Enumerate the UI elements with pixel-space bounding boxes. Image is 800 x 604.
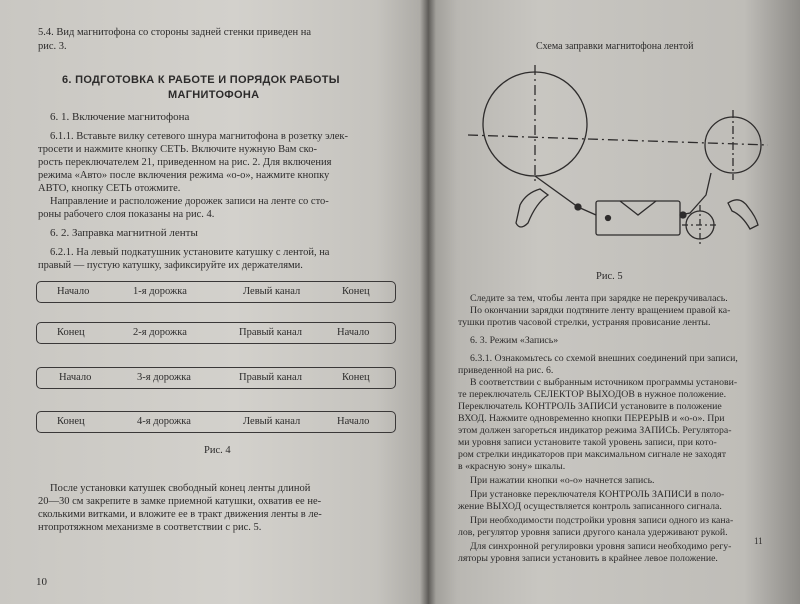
page-number: 11 <box>754 536 763 546</box>
track-channel: Правый канал <box>239 327 302 338</box>
track-label: 2-я дорожка <box>133 327 187 338</box>
book-spine-shadow <box>420 0 436 604</box>
text-line: Направление и расположение дорожек записи на ленте со сто- <box>50 196 329 207</box>
text-line: рость переключателем 21, приведенном на рис. 2. Для включения <box>38 157 332 168</box>
text-line: При нажатии кнопки «о-о» начнется запись. <box>470 475 655 486</box>
figure-caption: Рис. 4 <box>204 445 231 456</box>
subsection-heading: 6. 1. Включение магнитофона <box>50 111 190 123</box>
track-label: 4-я дорожка <box>137 416 191 427</box>
track-row <box>36 367 396 389</box>
track-end: Конец <box>342 286 370 297</box>
text-line: ляторы уровня записи установить в крайнее левое положение. <box>458 553 718 564</box>
track-end: Начало <box>337 327 370 338</box>
tape-path <box>535 173 711 215</box>
text-line: ром стрелки индикаторов при максимальном сигнале не заходят <box>458 449 727 460</box>
track-row <box>36 322 396 344</box>
subsection-heading: 6. 2. Заправка магнитной ленты <box>50 227 198 239</box>
intro-line: 5.4. Вид магнитофона со стороны задней стенки приведен на <box>38 27 312 38</box>
track-start: Начало <box>57 286 90 297</box>
track-channel: Правый канал <box>239 372 302 383</box>
intro-line: рис. 3. <box>38 41 67 52</box>
text-line: в «красную зону» шкалы. <box>458 461 566 472</box>
text-line: Переключатель КОНТРОЛЬ ЗАПИСИ установите в положение <box>458 401 722 412</box>
text-line: сколькими витками, и вложите ее в тракт движения ленты в ле- <box>38 509 322 520</box>
page-number: 10 <box>36 576 47 588</box>
text-line: жение ВЫХОД осуществляется контроль записанного сигнала. <box>458 501 722 512</box>
track-channel: Левый канал <box>243 286 301 297</box>
text-line: ми уровня записи установите такой уровень записи, при кото- <box>458 437 717 448</box>
subsection-heading: 6. 3. Режим «Запись» <box>470 335 559 346</box>
text-line: В соответствии с выбранным источником программы установи- <box>470 377 738 388</box>
text-line: 6.2.1. На левый подкатушник установите катушку с лентой, на <box>50 247 330 258</box>
figure-title: Схема заправки магнитофона лентой <box>536 41 694 52</box>
text-line: ВХОД. Нажмите одновременно кнопки ПЕРЕРЫВ и «о-о». При <box>458 413 725 424</box>
text-line: лов, регулятор уровня записи другого канала удерживают рукой. <box>458 527 728 538</box>
track-row <box>36 281 396 303</box>
text-line: После установки катушек свободный конец ленты длиной <box>50 483 311 494</box>
text-line: При необходимости подстройки уровня записи одного из кана- <box>470 515 734 526</box>
track-start: Конец <box>57 327 85 338</box>
text-line: тросети и нажмите кнопку СЕТЬ. Включите нужную Вам ско- <box>38 144 317 155</box>
track-end: Начало <box>337 416 370 427</box>
text-line: Следите за тем, чтобы лента при зарядке не перекручивалась. <box>470 293 728 304</box>
text-line: 6.3.1. Ознакомьтесь со схемой внешних соединений при записи, <box>470 353 738 364</box>
text-line: 20—30 см закрепите в замке приемной катушки, охватив ее не- <box>38 496 322 507</box>
track-row <box>36 411 396 433</box>
text-line: При установке переключателя КОНТРОЛЬ ЗАПИСИ в поло- <box>470 489 725 500</box>
text-line: АВТО, кнопку СЕТЬ отожмите. <box>38 183 181 194</box>
track-end: Конец <box>342 372 370 383</box>
track-start: Конец <box>57 416 85 427</box>
text-line: Для синхронной регулировки уровня записи необходимо регу- <box>470 541 732 552</box>
right-page <box>428 0 800 604</box>
text-line: правый — пустую катушку, зафиксируйте их держателями. <box>38 260 303 271</box>
track-start: Начало <box>59 372 92 383</box>
track-label: 3-я дорожка <box>137 372 191 383</box>
track-channel: Левый канал <box>243 416 301 427</box>
text-line: режима «Авто» после включения режима «о-о», нажмите кнопку <box>38 170 330 181</box>
track-label: 1-я дорожка <box>133 286 187 297</box>
text-line: 6.1.1. Вставьте вилку сетевого шнура магнитофона в розетку элек- <box>50 131 348 142</box>
section-title: МАГНИТОФОНА <box>168 89 260 101</box>
text-line: нтопротяжном механизме в соответствии с рис. 5. <box>38 522 262 533</box>
text-line: По окончании зарядки подтяните ленту вращением правой ка- <box>470 305 731 316</box>
text-line: тушки против часовой стрелки, устраняя провисание ленты. <box>458 317 711 328</box>
section-title: 6. ПОДГОТОВКА К РАБОТЕ И ПОРЯДОК РАБОТЫ <box>62 74 340 86</box>
text-line: те переключатель СЕЛЕКТОР ВЫХОДОВ в нужное положение. <box>458 389 727 400</box>
text-line: этом должен загореться индикатор режима ЗАПИСЬ. Регулятора- <box>458 425 732 436</box>
left-guide-arm <box>516 189 548 227</box>
figure-caption: Рис. 5 <box>596 271 623 282</box>
right-guide-arm <box>728 200 758 229</box>
text-line: роны рабочего слоя показаны на рис. 4. <box>38 209 215 220</box>
text-line: приведенной на рис. 6. <box>458 365 554 376</box>
